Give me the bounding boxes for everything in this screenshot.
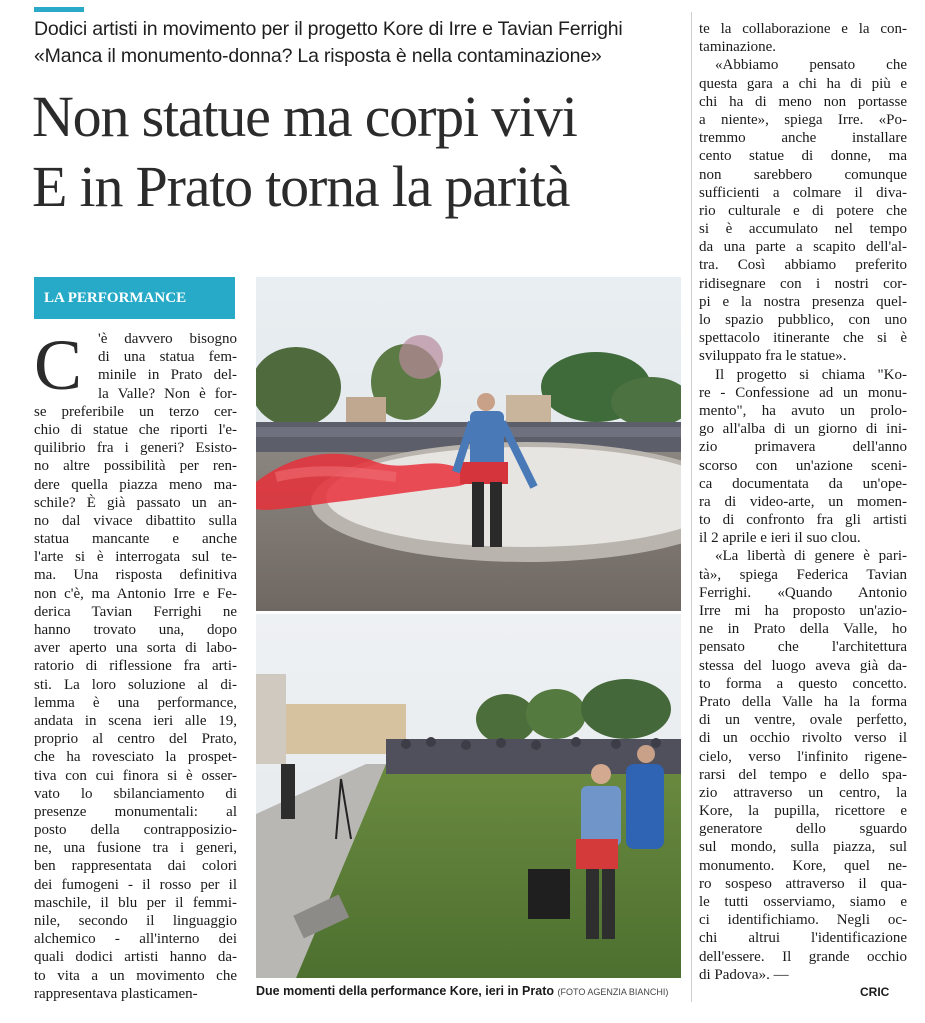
text-line: rarsi del tempo e dello spa- [699,766,907,783]
text-line: si è accumulato nel tempo [699,221,907,238]
text-line: di un ventre, ovale perfetto, [699,712,907,729]
text-line: to vita a un movimento che [34,967,237,984]
text-line: le tutti osserviamo, siamo e [699,894,907,910]
text-line: sti. La loro soluzione al di- [34,676,237,693]
text-line: taminazione. [699,39,777,56]
photo-1-illustration [256,277,681,611]
text-line: monumento. Kore, quel ne- [699,857,907,874]
text-line: di Padova». — [699,966,789,983]
text-line: Kore, la pupilla, ricettore e [699,803,907,820]
text-line: dere quella piazza meno ma- [34,476,237,493]
text-line: ridisegnare con i nostri cor- [699,275,907,292]
text-line: ci identifichiamo. Negli oc- [699,912,907,929]
text-line: di una statua fem- [98,349,237,366]
text-line: ma. Una risposta definitiva [34,567,237,584]
text-line: pensato che l'architettura [699,639,907,656]
text-line: to di confronto fra gli artisti [699,512,907,529]
text-line: da una parte a scapito dell'al- [699,239,907,256]
photo-performer-red-smoke [256,277,681,611]
text-line: non sarebbero comunque [699,166,907,183]
headline-line-2: E in Prato torna la parità [32,154,570,219]
kicker-line-1: Dodici artisti in movimento per il progetto Kore di Irre e Tavian Ferrighi [34,18,623,40]
text-line: minile in Prato del- [98,367,237,384]
text-line: ca documentata da un'ope- [699,475,907,492]
text-line: to forma a questo concetto. [699,675,907,692]
text-line: ratorio di riflessione fra arti- [34,658,237,675]
text-line: rappresentava plasticamen- [34,985,198,1002]
text-line: chi altrui l'identificazione [699,930,907,947]
caption-text: Due momenti della performance Kore, ieri in Prato [256,984,554,998]
text-line: Il progetto si chiama "Ko- [715,366,907,383]
text-line: sufficienti a colmare il diva- [699,184,907,201]
text-line: nile, secondo il linguaggio [34,913,237,929]
accent-bar [34,7,84,12]
text-line: sviluppato fra le statue». [699,348,847,365]
text-line: cielo, verso l'infinito rigene- [699,748,907,765]
article-column-left [34,325,237,1003]
text-line: re - Confessione ad un monu- [699,384,907,401]
text-line: di un occhio rivolto verso il [699,730,907,747]
text-line: 'è davvero bisogno [98,331,237,347]
photo-caption [256,984,686,998]
text-line: ro sospeso attraverso il qua- [699,875,907,892]
text-line: quali dodici artisti hanno da- [34,949,237,966]
section-label: LA PERFORMANCE [34,277,235,319]
text-line: tà», spiega Federica Tavian [699,566,907,583]
text-line: sul mondo, sulla piazza, sul [699,839,907,856]
text-line: la Valle? Non è for- [98,385,237,402]
text-line: mento", ha avuto un prolo- [699,402,907,419]
text-line: che ha rovesciato la prospet- [34,749,237,766]
text-line: a niente», spiega Irre. «Po- [699,111,907,128]
text-line: statua mancante e anche [34,531,237,548]
text-line: pi e la nostra presenza quel- [699,293,907,310]
text-line: ne in Prato della Valle, ho [699,621,907,638]
text-line: rio culturale e di potere che [699,202,907,219]
text-line: proprio al centro del Prato, [34,731,237,748]
photo-credit: (FOTO AGENZIA BIANCHI) [557,987,669,997]
text-line: se preferibile un terzo cer- [34,403,237,420]
text-line: il 2 aprile e ieri il suo clou. [699,530,861,547]
text-line: go all'alba di un giorno di ini- [699,421,907,438]
text-line: te la collaborazione e la con- [699,21,907,37]
kicker-line-2: «Manca il monumento-donna? La risposta è nella contaminazione» [34,45,602,67]
text-line: «La libertà di genere è pari- [715,548,907,565]
author-signature: CRIC [860,985,890,999]
text-line: hanno trovato una, dopo [34,622,237,638]
text-line: Prato della Valle ha la forma [699,693,907,710]
text-line: zio primavera dell'anno [699,439,907,456]
text-line: andata in scena ieri alle 19, [34,712,237,729]
text-line: non c'è, ma Antonio Irre e Fe- [34,585,237,602]
headline-line-1: Non statue ma corpi vivi [32,84,577,149]
text-line: alchemico - all'interno dei [34,931,237,948]
text-line: schile? È già passato un an- [34,494,237,511]
text-line: tiva con cui finora si è osser- [34,767,237,784]
article-column-right [699,20,907,984]
photo-2-illustration [256,614,681,978]
text-line: dei fumogeni - il rosso per il [34,876,237,893]
text-line: stessa del luogo aveva già da- [699,657,907,674]
text-line: tremmo anche installare [699,130,907,147]
text-line: maschile, il blu per il femmi- [34,894,237,911]
text-line: no altre possibilità per ren- [34,458,237,475]
text-line: zio attraverso un centro, la [699,784,907,801]
right-column-text [699,20,907,984]
text-line: l'arte si è interrogata sul te- [34,549,237,566]
text-line: no dal vivace dibattito sulla [34,512,237,529]
text-line: quilibrio fra i generi? Esisto- [34,440,237,457]
text-line: scorso con un'azione sceni- [699,457,907,474]
photo-crowd-on-lawn [256,614,681,978]
text-line: lemma è una performance, [34,694,237,711]
text-line: posto della contrapposizio- [34,822,237,839]
text-line: dell'essere. Il grande occhio [699,948,907,965]
text-line: cento statue di donne, ma [699,148,907,165]
text-line: derica Tavian Ferrighi ne [34,603,237,620]
text-line: tra. Così abbiamo preferito [699,257,907,274]
text-line: generatore dello sguardo [699,821,907,838]
column-divider [691,12,692,1002]
text-line: ne, una fusione tra i generi, [34,840,237,857]
text-line: presenze monumentali: al [34,803,237,820]
text-line: chio di statue che riporti l'e- [34,421,237,438]
text-line: spettacolo itinerante che si è [699,330,907,347]
text-line: vato lo sbilanciamento di [34,785,237,802]
text-line: aver aperto una sorta di labo- [34,640,237,657]
text-line: «Abbiamo pensato che [715,57,907,74]
text-line: Ferrighi. «Quando Antonio [699,584,907,601]
text-line: chi ha di meno non portasse [699,93,907,110]
text-line: ra di video-arte, un momen- [699,493,907,510]
text-line: lo spazio pubblico, con uno [699,312,907,328]
text-line: questa gara a chi ha di più e [699,75,907,92]
text-line: Irre mi ha proposto un'azio- [699,603,907,619]
drop-cap: C [34,325,83,405]
text-line: ben rappresentata dai colori [34,858,237,875]
left-column-text [34,325,237,1003]
